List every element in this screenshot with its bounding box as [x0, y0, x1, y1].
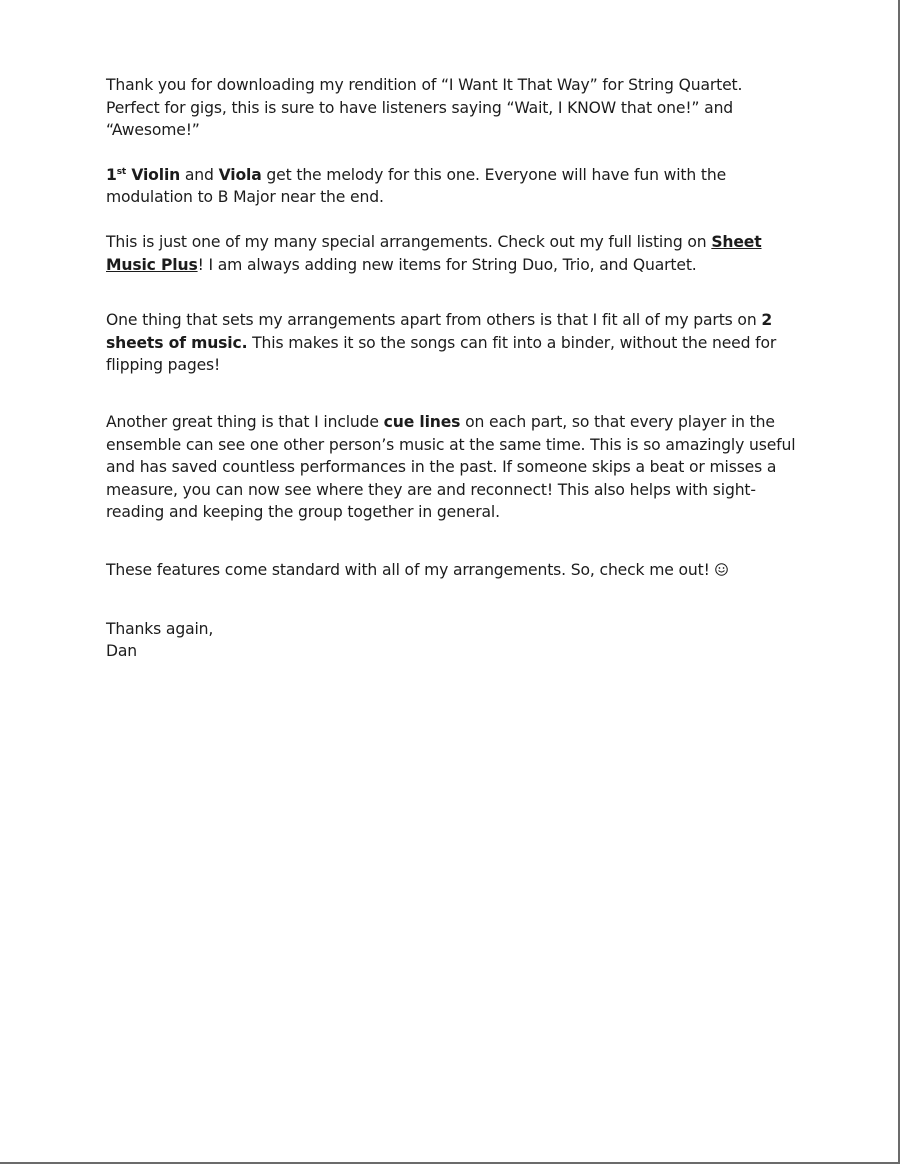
sheets-paragraph — [106, 309, 796, 377]
closing-block — [106, 618, 796, 663]
sheets-text-after: This makes it so the songs can fit into a binder, without the need for flipping pages! — [106, 333, 777, 375]
melody-paragraph — [106, 164, 796, 209]
two-sheets-bold: 2 sheets of music. — [106, 311, 773, 352]
violin-label: Violin — [131, 165, 181, 184]
cue-text-before: Another great thing is that I include — [106, 412, 384, 431]
first-ordinal — [106, 166, 180, 184]
features-paragraph — [106, 559, 796, 582]
melody-text: get the melody for this one. Everyone will have fun with the modulation to B Major near the end. — [106, 165, 727, 207]
cue-lines-paragraph — [106, 411, 796, 524]
closing-line: Thanks again, — [106, 619, 214, 638]
ordinal-number: 1 — [106, 165, 117, 184]
viola-label: Viola — [218, 165, 262, 184]
cue-text-after: on each part, so that every player in the ensemble can see one other person’s music at the same time. This is so amazingly useful and has saved countless performances in the past. If someone skips a beat or misses a measure, you can now see where they are and reconnect! This also helps with sight-reading and keeping the group together in general. — [106, 412, 796, 522]
features-text: These features come standard with all of my arrangements. So, check me out! — [106, 560, 715, 579]
smiley-face-icon — [715, 563, 728, 576]
letter-body — [106, 74, 796, 663]
listing-text-after: ! I am always adding new items for String Duo, Trio, and Quartet. — [197, 255, 697, 274]
ordinal-suffix: st — [116, 166, 127, 177]
intro-paragraph — [106, 74, 796, 142]
listing-text-before: This is just one of my many special arrangements. Check out my full listing on — [106, 232, 712, 251]
sheets-text-before: One thing that sets my arrangements apart from others is that I fit all of my parts on — [106, 311, 762, 330]
and-text: and — [180, 165, 219, 184]
signature-name: Dan — [106, 642, 137, 661]
listing-paragraph — [106, 231, 796, 276]
sheet-music-plus-link[interactable]: Sheet Music Plus — [106, 232, 762, 274]
cue-lines-bold: cue lines — [383, 412, 461, 431]
intro-text: Thank you for downloading my rendition of “I Want It That Way” for String Quartet. Perfect for gigs, this is sure to have listeners saying “Wait, I KNOW that one!” and “Awesome!” — [106, 76, 743, 140]
